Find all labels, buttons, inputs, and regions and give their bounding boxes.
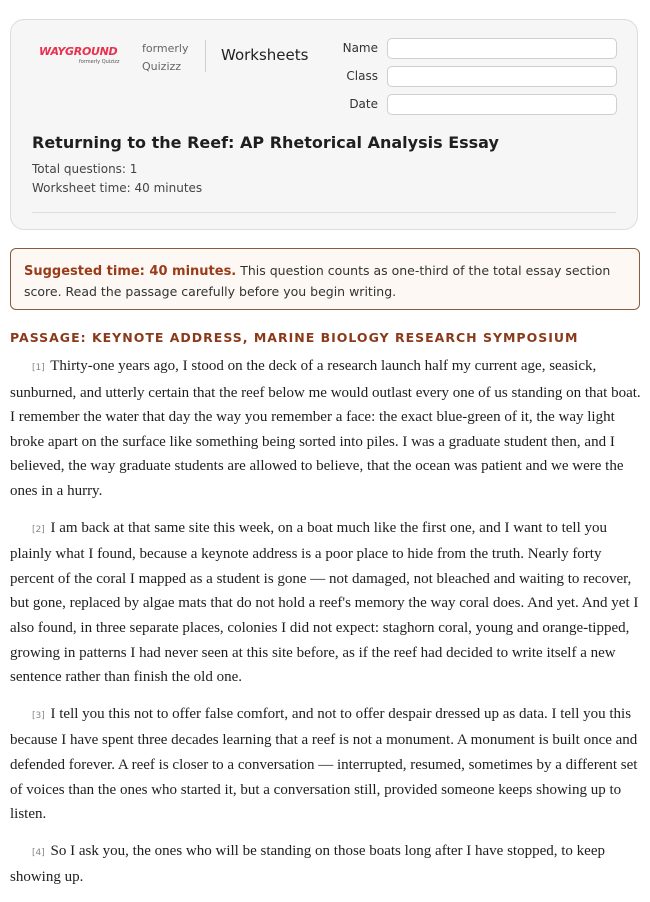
notice-text: This question counts as one-third of the total essay section score. Read the passage carefully before you begin writing. (24, 263, 611, 299)
worksheet-header (10, 19, 638, 230)
total-questions: Total questions: 1 (32, 162, 138, 176)
passage-paragraph-4 (10, 839, 642, 890)
worksheets-label: Worksheets (221, 46, 309, 64)
logo-subtext: formerly Quizizz (79, 59, 120, 65)
paragraph-number: [3] (32, 710, 45, 721)
logo-wordmark: WAYGROUND (39, 45, 118, 58)
class-field[interactable] (387, 66, 617, 87)
passage-body (10, 354, 642, 902)
passage-label: PASSAGE: KEYNOTE ADDRESS, MARINE BIOLOGY RESEARCH SYMPOSIUM (10, 330, 579, 345)
passage-paragraph-1 (10, 354, 642, 504)
worksheet-time: Worksheet time: 40 minutes (32, 181, 203, 195)
date-field[interactable] (387, 94, 617, 115)
paragraph-text: I am back at that same site this week, on a boat much like the first one, and I want to tell you plainly what I found, because a keynote address is a poor place to hide from the truth. Nearly forty percent of the coral I mapped as a student is gone — not damaged, not bleached and waiting to recover, but gone, replaced by algae mats that do not hold a reef's memory the way coral does. And yet. And yet I also found, in three separate places, colonies I did not expect: staghorn coral, young and orange-tipped, growing in patterns I had never seen at this site before, as if the reef had decided to write itself a new sentence rather than finish the old one. (10, 519, 639, 686)
wayground-logo (39, 45, 129, 69)
instructions-notice (10, 248, 640, 310)
paragraph-number: [2] (32, 524, 45, 535)
worksheet-title: Returning to the Reef: AP Rhetorical Analysis Essay (32, 133, 499, 152)
name-label: Name (342, 41, 378, 55)
paragraph-text: So I ask you, the ones who will be standing on those boats long after I have stopped, to keep showing up. (10, 842, 605, 886)
passage-paragraph-2 (10, 516, 642, 690)
class-label: Class (346, 69, 378, 83)
paragraph-text: Thirty-one years ago, I stood on the deck of a research launch half my current age, seasick, sunburned, and utterly certain that the reef below me would outlast every one of us standing on that boat. I remember the water that day the way you remember a face: the exact blue-green of it, the way light broke apart on the surface like something being sorted into piles. I was a graduate student then, and I believed, the way graduate students are allowed to believe, that the ocean was patient and we were the ones in a hurry. (10, 358, 641, 499)
suggested-time: Suggested time: 40 minutes. (24, 264, 237, 279)
header-bottom-divider (32, 212, 616, 213)
formerly-quizizz-text: formerly Quizizz (142, 42, 189, 73)
header-divider (205, 40, 206, 72)
passage-paragraph-3 (10, 702, 642, 827)
paragraph-text: I tell you this not to offer false comfort, and not to offer despair dressed up as data. I tell you this because I have spent three decades learning that a reef is not a monument. A monument is built once and defended forever. A reef is closer to a conversation — interrupted, resumed, sometimes by a different set of voices than the ones who started it, but a conversation still, provided someone keeps showing up to listen. (10, 705, 638, 823)
paragraph-number: [4] (32, 847, 45, 858)
paragraph-number: [1] (32, 363, 45, 373)
name-field[interactable] (387, 38, 617, 59)
date-label: Date (349, 97, 378, 111)
